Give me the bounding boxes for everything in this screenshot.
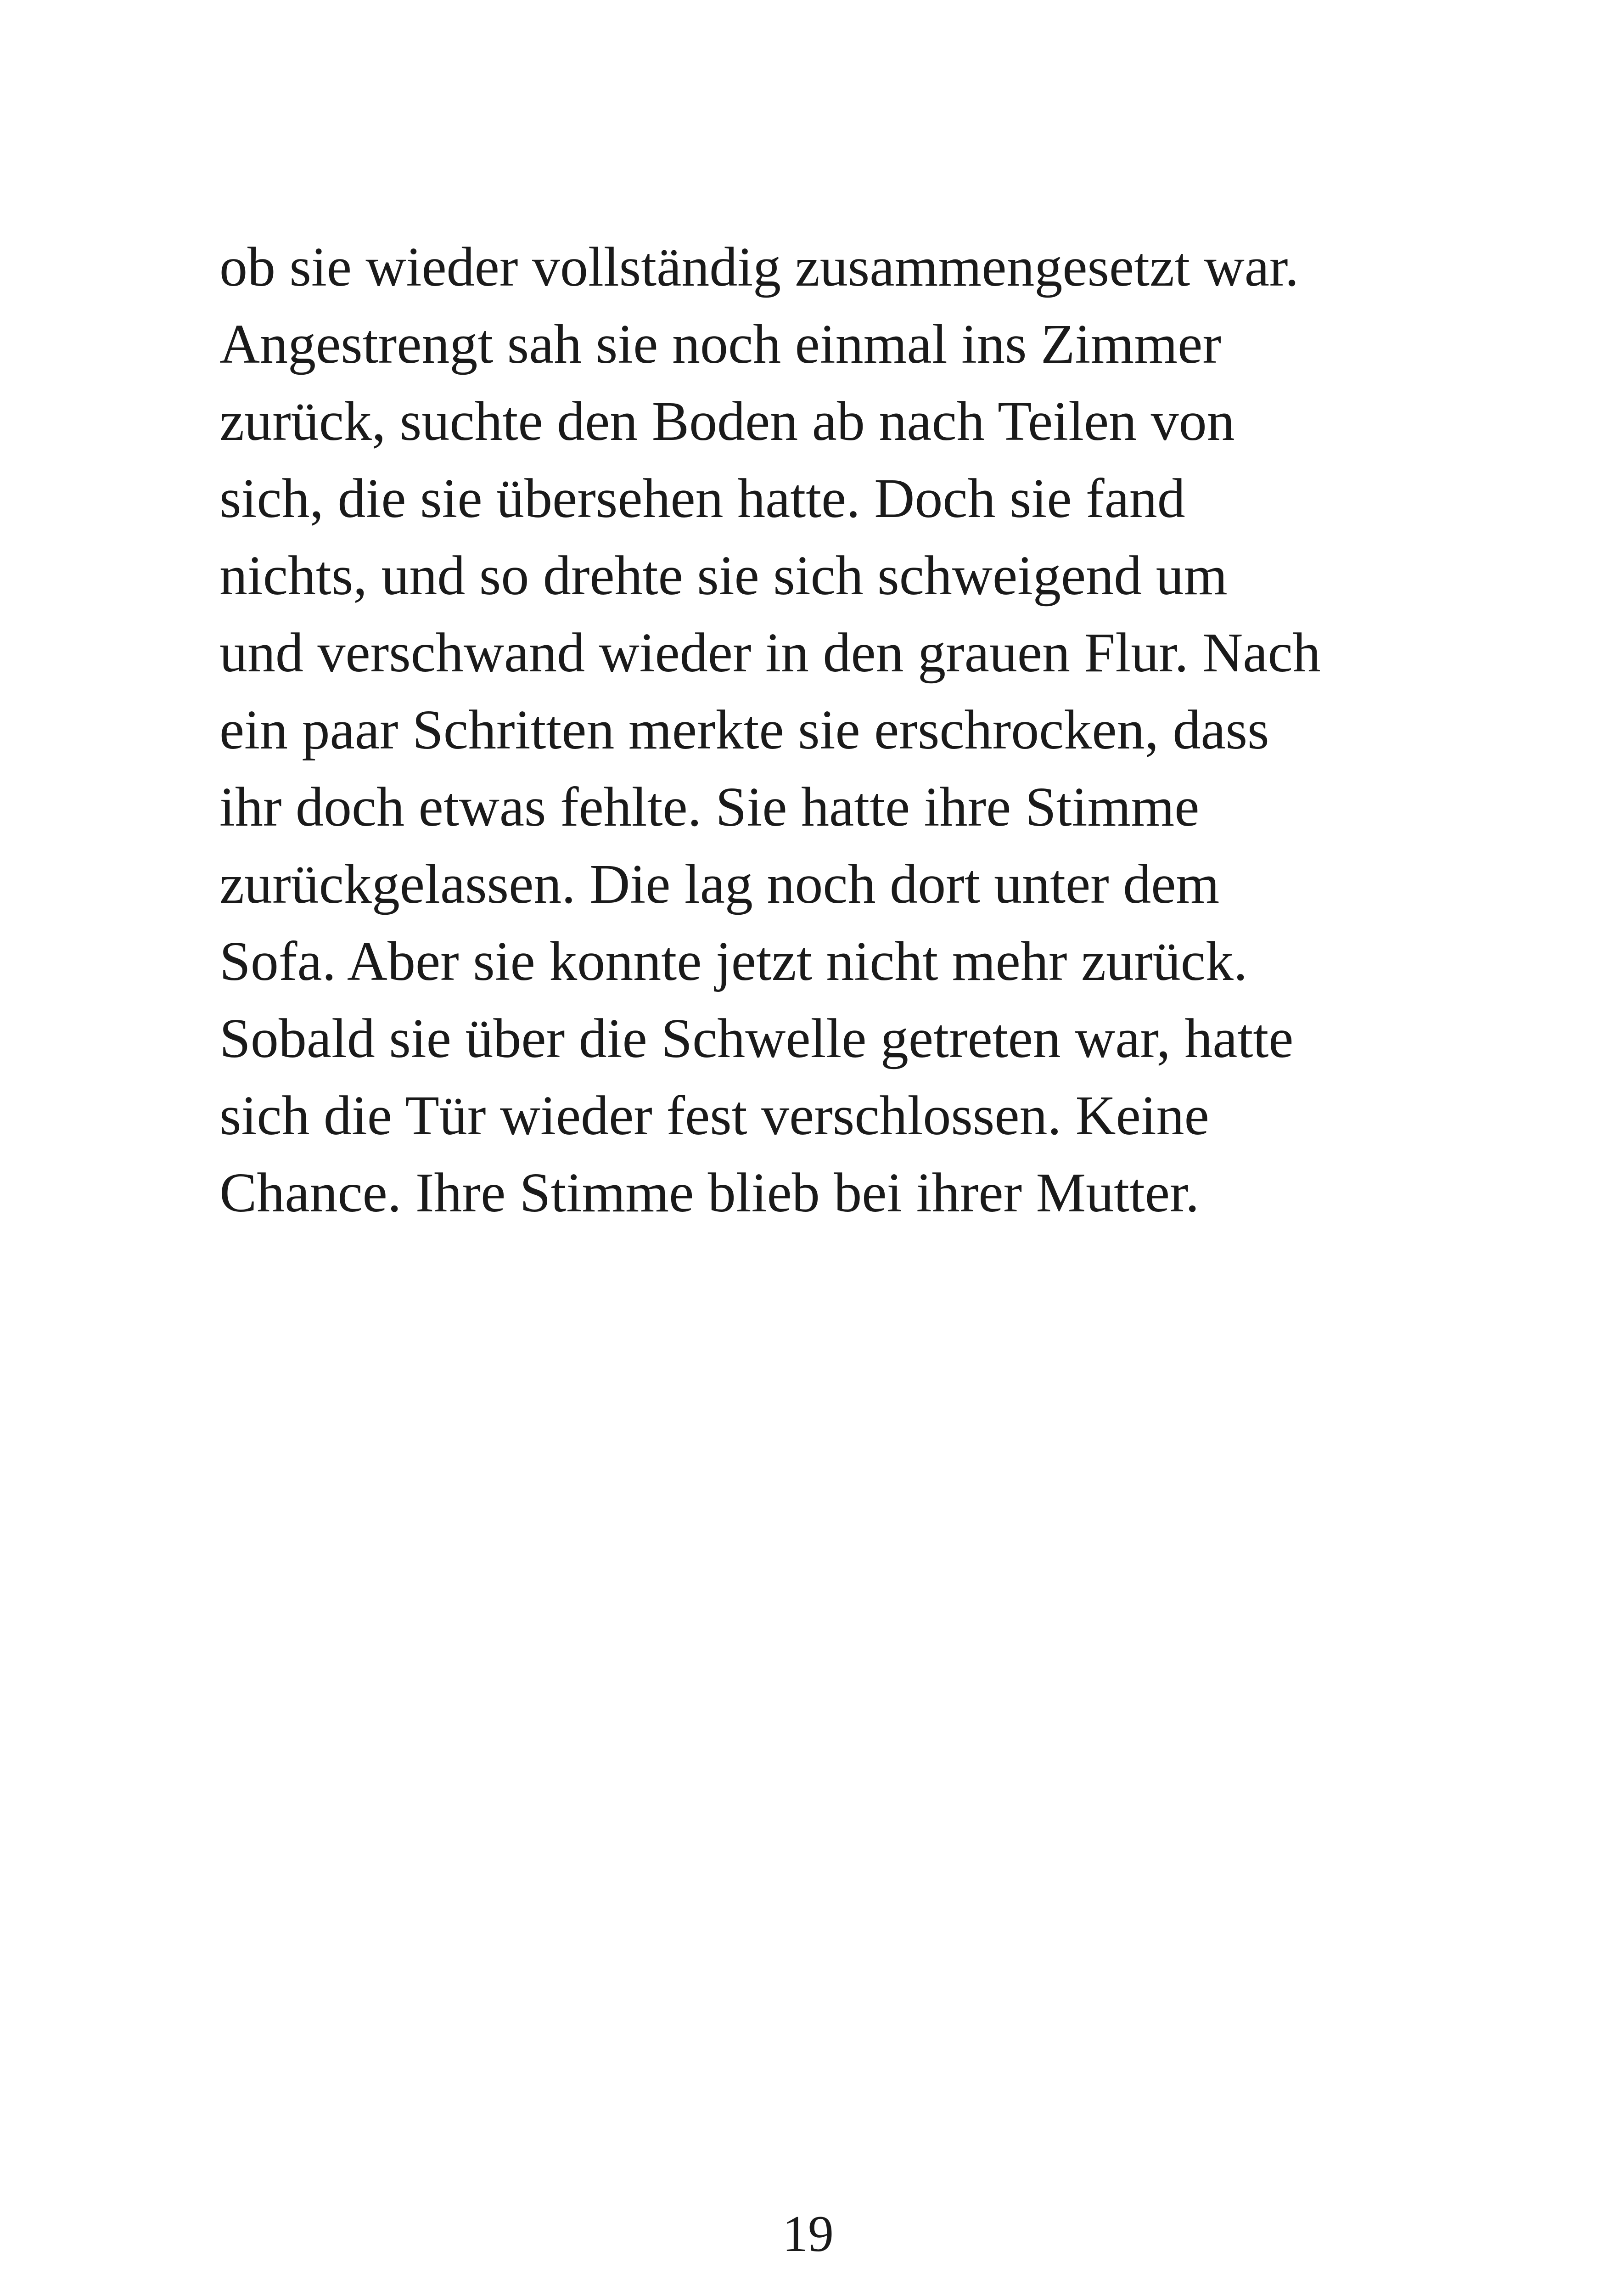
text-line: sich, die sie übersehen hatte. Doch sie fand [219, 467, 1185, 529]
text-line: sich die Tür wieder fest verschlossen. Keine [219, 1085, 1209, 1147]
text-line: Sofa. Aber sie konnte jetzt nicht mehr zurück. [219, 930, 1248, 992]
page-number: 19 [782, 2206, 834, 2262]
text-line: zurückgelassen. Die lag noch dort unter dem [219, 853, 1220, 915]
text-line: Sobald sie über die Schwelle getreten war, hatte [219, 1007, 1294, 1069]
text-line: und verschwand wieder in den grauen Flur. Nach [219, 622, 1321, 684]
text-line: Chance. Ihre Stimme blieb bei ihrer Mutter. [219, 1162, 1200, 1224]
text-line: ihr doch etwas fehlte. Sie hatte ihre Stimme [219, 776, 1200, 838]
text-line: ein paar Schritten merkte sie erschrocken, dass [219, 699, 1269, 761]
text-line: ob sie wieder vollständig zusammengesetzt war. [219, 236, 1299, 298]
text-line: nichts, und so drehte sie sich schweigend um [219, 545, 1228, 607]
body-text [219, 229, 1422, 1232]
text-line: Angestrengt sah sie noch einmal ins Zimmer [219, 313, 1221, 375]
text-line: zurück, suchte den Boden ab nach Teilen von [219, 390, 1235, 452]
